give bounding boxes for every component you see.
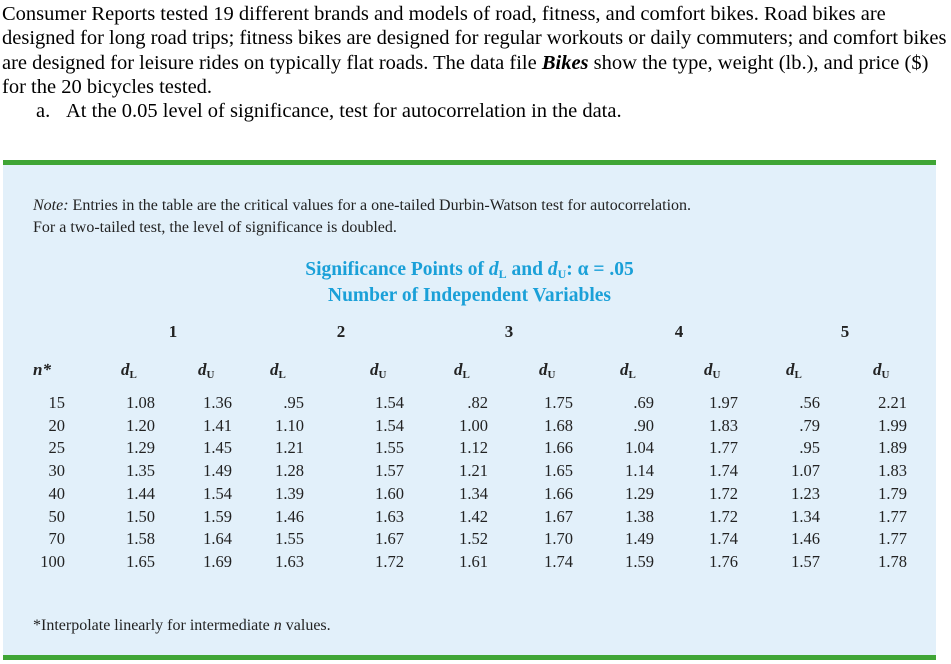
table-cell: 1.83	[878, 461, 907, 481]
table-cell: 1.78	[878, 551, 907, 571]
table-cell: 1.54	[203, 483, 232, 503]
table-cell: 1.29	[625, 483, 654, 503]
dl-header-3: dL	[454, 360, 470, 381]
n-value: 20	[48, 415, 65, 435]
table-cell: 1.34	[791, 506, 820, 526]
problem-statement	[2, 2, 947, 123]
bottom-divider	[3, 655, 936, 660]
footnote-text-2: values.	[281, 617, 331, 634]
problem-text-2: show the type, weight (lb.), and price ($) for the 20 bicycles tested.	[2, 51, 929, 98]
dl-header-1: dL	[121, 360, 137, 381]
table-cell: 1.89	[878, 438, 907, 458]
table-title	[3, 259, 936, 282]
part-text: At the 0.05 level of significance, test for autocorrelation in the data.	[66, 100, 622, 123]
n-value: 100	[40, 551, 65, 571]
table-cell: 1.72	[709, 506, 738, 526]
table-cell: 1.77	[878, 529, 907, 549]
table-cell: 1.50	[126, 506, 155, 526]
table-footnote	[33, 617, 331, 635]
table-cell: 1.74	[709, 529, 738, 549]
table-cell: .82	[467, 393, 488, 412]
n-value: 15	[48, 393, 65, 412]
table-cell: 1.77	[878, 506, 907, 526]
table-cell: 1.75	[544, 393, 573, 412]
table-cell: 1.68	[544, 415, 573, 435]
table-cell: .95	[283, 393, 304, 412]
table-cell: 1.00	[459, 415, 488, 435]
group-header-1: 1	[168, 322, 178, 341]
table-cell: 1.08	[126, 393, 155, 412]
n-value: 50	[48, 506, 65, 526]
data-file-name: Bikes	[541, 51, 589, 74]
table-cell: 1.04	[625, 438, 654, 458]
group-header-4: 4	[674, 322, 684, 341]
title-sub-u: U	[557, 267, 567, 281]
table-cell: 1.58	[126, 529, 155, 549]
table-cell: 1.74	[709, 461, 738, 481]
table-cell: 1.66	[544, 438, 573, 458]
table-cell: 1.39	[275, 483, 304, 503]
table-cell: 1.44	[126, 483, 155, 503]
problem-text-1: Consumer Reports tested 19 different brands and models of road, fitness, and comfort bikes. Road bikes are designed for long road trips; fitness bikes are designed for regular workouts or daily commuters; and comfort bikes are designed for leisure rides on typically flat roads. The data file	[2, 3, 947, 74]
table-cell: 1.76	[709, 551, 738, 571]
title-d-u: d	[547, 259, 558, 280]
table-cell: 1.61	[459, 551, 488, 571]
table-cell: 1.70	[544, 529, 573, 549]
table-cell: 1.63	[375, 506, 404, 526]
table-cell: 1.83	[709, 415, 738, 435]
table-cell: 1.34	[459, 483, 488, 503]
table-cell: 1.49	[203, 461, 232, 481]
table-cell: 1.57	[375, 461, 404, 481]
table-cell: 1.07	[791, 461, 820, 481]
table-cell: 1.12	[459, 438, 488, 458]
table-cell: 1.99	[878, 415, 907, 435]
table-cell: 1.36	[203, 393, 232, 412]
table-cell: 1.57	[791, 551, 820, 571]
note-lead: Note:	[33, 197, 69, 214]
part-letter: a.	[36, 100, 51, 123]
dl-header-2: dL	[270, 360, 286, 381]
title-sub-l: L	[498, 267, 507, 281]
table-cell: 1.79	[878, 483, 907, 503]
du-header-2: dU	[370, 360, 387, 381]
table-cell: .90	[633, 415, 654, 435]
table-cell: 1.52	[459, 529, 488, 549]
title-prefix: Significance Points of	[305, 259, 489, 280]
table-cell: 1.72	[709, 483, 738, 503]
table-cell: 1.66	[544, 483, 573, 503]
table-cell: 1.10	[275, 415, 304, 435]
n-value: 25	[48, 438, 65, 458]
table-cell: 1.28	[275, 461, 304, 481]
table-cell: 1.55	[275, 529, 304, 549]
table-cell: 1.20	[126, 415, 155, 435]
problem-paragraph	[2, 2, 947, 99]
table-cell: 1.54	[375, 415, 404, 435]
table-cell: 1.46	[275, 506, 304, 526]
table-cell: 1.59	[625, 551, 654, 571]
table-note	[33, 195, 923, 239]
du-header-3: dU	[539, 360, 556, 381]
table-cell: .95	[799, 438, 820, 458]
table-cell: 1.54	[375, 393, 404, 412]
table-cell: 1.46	[791, 529, 820, 549]
du-header-4: dU	[704, 360, 721, 381]
table-cell: 1.65	[544, 461, 573, 481]
table-cell: 1.23	[791, 483, 820, 503]
table-cell: .56	[799, 393, 820, 412]
title-d-l: d	[488, 259, 499, 280]
title-alpha: : α = .05	[566, 259, 634, 280]
table-cell: 2.21	[878, 393, 907, 412]
dl-header-5: dL	[786, 360, 802, 381]
n-value: 30	[48, 461, 65, 481]
dl-header-4: dL	[620, 360, 636, 381]
table-cell: 1.38	[625, 506, 654, 526]
table-cell: 1.49	[625, 529, 654, 549]
problem-part-a	[36, 99, 947, 123]
table-cell: 1.21	[275, 438, 304, 458]
table-cell: .69	[633, 393, 654, 412]
du-header-5: dU	[873, 360, 890, 381]
table-subtitle: Number of Independent Variables	[328, 285, 611, 306]
table-cell: 1.45	[203, 438, 232, 458]
table-cell: 1.42	[459, 506, 488, 526]
table-cell: 1.77	[709, 438, 738, 458]
table-cell: 1.67	[544, 506, 573, 526]
table-cell: .79	[799, 415, 820, 435]
footnote-text-1: *Interpolate linearly for intermediate	[33, 617, 274, 634]
table-cell: 1.14	[625, 461, 654, 481]
group-header-5: 5	[840, 322, 850, 341]
table-cell: 1.69	[203, 551, 232, 571]
table-cell: 1.97	[709, 393, 738, 412]
group-header-3: 3	[504, 322, 514, 341]
title-and: and	[506, 259, 548, 280]
table-cell: 1.63	[275, 551, 304, 571]
table-cell: 1.41	[203, 415, 232, 435]
footnote-n: n	[273, 617, 282, 634]
note-text-2: For a two-tailed test, the level of significance is doubled.	[33, 219, 397, 236]
table-cell: 1.72	[375, 551, 404, 571]
n-column-header: n*	[33, 360, 51, 379]
n-value: 70	[48, 529, 65, 549]
durbin-watson-table-panel	[3, 165, 936, 655]
table-cell: 1.67	[375, 529, 404, 549]
table-cell: 1.29	[126, 438, 155, 458]
table-cell: 1.64	[203, 529, 232, 549]
table-cell: 1.74	[544, 551, 573, 571]
table-cell: 1.55	[375, 438, 404, 458]
table-cell: 1.59	[203, 506, 232, 526]
table-cell: 1.35	[126, 461, 155, 481]
table-cell: 1.21	[459, 461, 488, 481]
n-value: 40	[48, 483, 65, 503]
note-text-1: Entries in the table are the critical values for a one-tailed Durbin-Watson test for autocorrelation.	[68, 197, 692, 214]
du-header-1: dU	[198, 360, 215, 381]
table-cell: 1.65	[126, 551, 155, 571]
group-header-2: 2	[336, 322, 346, 341]
table-cell: 1.60	[375, 483, 404, 503]
